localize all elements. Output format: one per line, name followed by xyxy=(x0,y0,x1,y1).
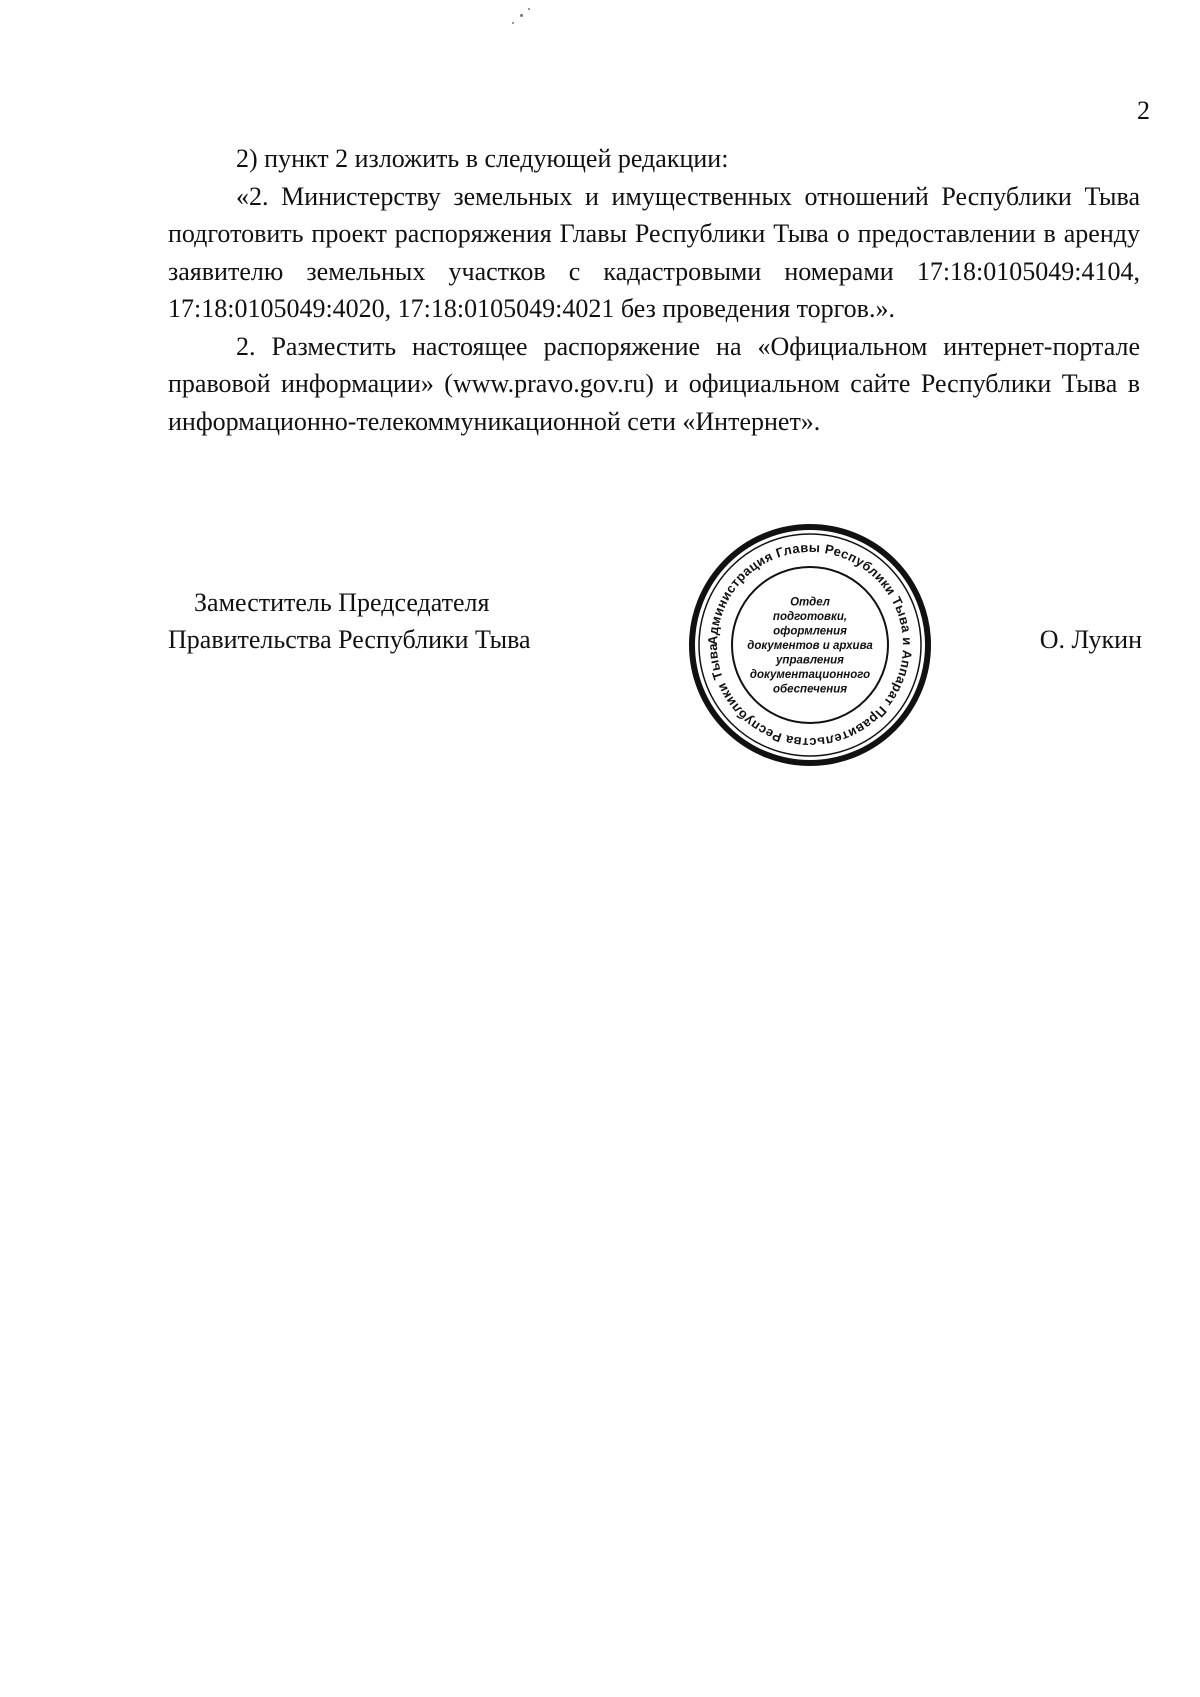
signer-name: О. Лукин xyxy=(1039,625,1142,654)
seal-center-line: оформления xyxy=(773,625,847,638)
scan-artifact xyxy=(528,8,530,10)
scan-artifact xyxy=(520,14,523,17)
paragraph-amendment-intro: 2) пункт 2 изложить в следующей редакции: xyxy=(236,144,729,173)
signer-position xyxy=(168,584,531,658)
seal-center-line: документов и архива xyxy=(747,640,873,652)
seal-graphic xyxy=(685,520,935,770)
paragraph-publication: 2. Разместить настоящее распоряжение на «Официальном интернет-портале правовой информации» (www.pravo.gov.ru) и официальном сайте Республики Тыва в информационно-телекоммуникационной сети «Интернет». xyxy=(168,331,1140,436)
seal-center-line: документационного xyxy=(749,669,871,681)
signer-position-line1: Заместитель Председателя xyxy=(194,588,490,617)
document-body xyxy=(168,140,1140,440)
seal-center-line: управления xyxy=(776,654,844,667)
seal-ring-text: Администрация Главы Республики Тыва и Аппарат Правительства Республики Тыва xyxy=(704,539,916,751)
official-seal xyxy=(685,520,935,770)
page-number: 2 xyxy=(1137,96,1150,125)
seal-center-line: Отдел xyxy=(790,596,830,609)
signer-position-line2: Правительства Республики Тыва xyxy=(168,625,531,654)
paragraph-amendment-text: «2. Министерству земельных и имущественных отношений Республики Тыва подготовить проект распоряжения Главы Республики Тыва о предоставлении в аренду заявителю земельных участков с кадастровыми номерами 17:18:0105049:4104, 17:18:0105049:4020, 17:18:0105049:4021 без проведения торгов.». xyxy=(168,181,1140,323)
seal-center-line: обеспечения xyxy=(772,683,848,696)
scan-artifact xyxy=(512,22,514,24)
seal-center-line: подготовки, xyxy=(772,611,848,623)
